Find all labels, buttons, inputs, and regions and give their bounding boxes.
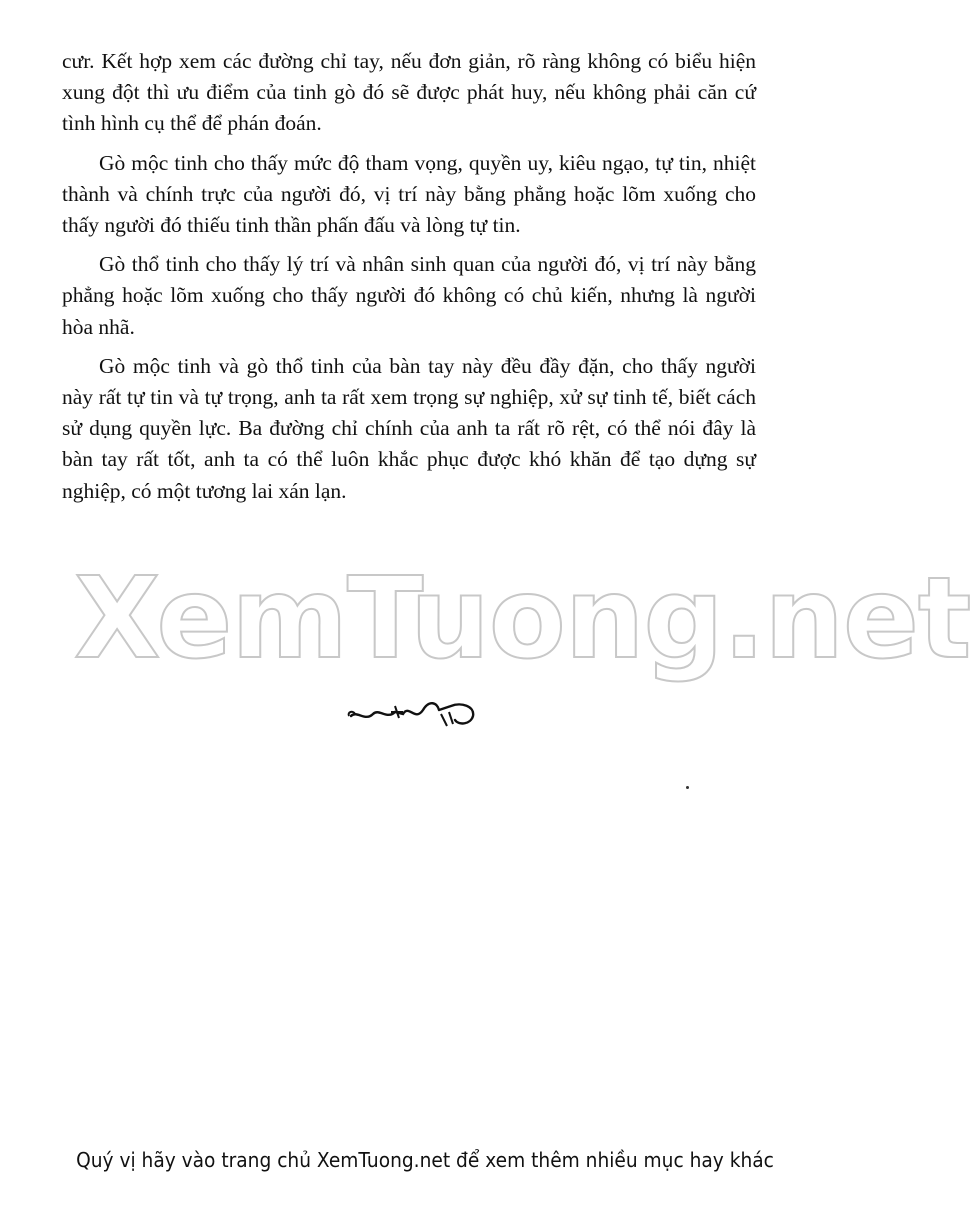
paragraph-2: Gò mộc tinh cho thấy mức độ tham vọng, quyền uy, kiêu ngạo, tự tin, nhiệt thành và chính trực của người đó, vị trí này bằng phẳng hoặc lõm xuống cho thấy người đó thiếu tinh thần phấn đấu và lòng tự tin.: [62, 150, 756, 238]
footer-notice: [30, 1148, 821, 1172]
footer-text-end: để xem thêm nhiều mục hay khác: [450, 1148, 774, 1172]
watermark: XemTuong.net: [74, 554, 970, 684]
flourish-ornament-icon: [343, 692, 483, 732]
paragraph-1: cưr. Kết hợp xem các đường chỉ tay, nếu đơn giản, rõ ràng không có biểu hiện xung đột thì ưu điểm của tinh gò đó sẽ được phát huy, nếu không phải căn cứ tình hình cụ thể để phán đoán.: [62, 49, 756, 136]
paragraph-3: Gò thổ tinh cho thấy lý trí và nhân sinh quan của người đó, vị trí này bằng phẳng hoặc lõm xuống cho thấy người đó không có chủ kiến, nhưng là người hòa nhã.: [62, 252, 756, 339]
paragraph-4: Gò mộc tinh và gò thổ tinh của bàn tay này đều đầy đặn, cho thấy người này rất tự tin và tự trọng, anh ta rất xem trọng sự nghiệp, xử sự tinh tế, biết cách sử dụng quyền lực. Ba đường chỉ chính của anh ta rất rõ rệt, có thể nói đây là bàn tay rất tốt, anh ta có thể luôn khắc phục được khó khăn để tạo dựng sự nghiệp, có một tương lai xán lạn.: [62, 353, 756, 503]
footer-text-start: Quý vị hãy vào trang chủ: [76, 1148, 317, 1172]
footer-site-link[interactable]: XemTuong.net: [316, 1148, 451, 1172]
body-text: [62, 46, 756, 515]
speck: [686, 786, 689, 789]
